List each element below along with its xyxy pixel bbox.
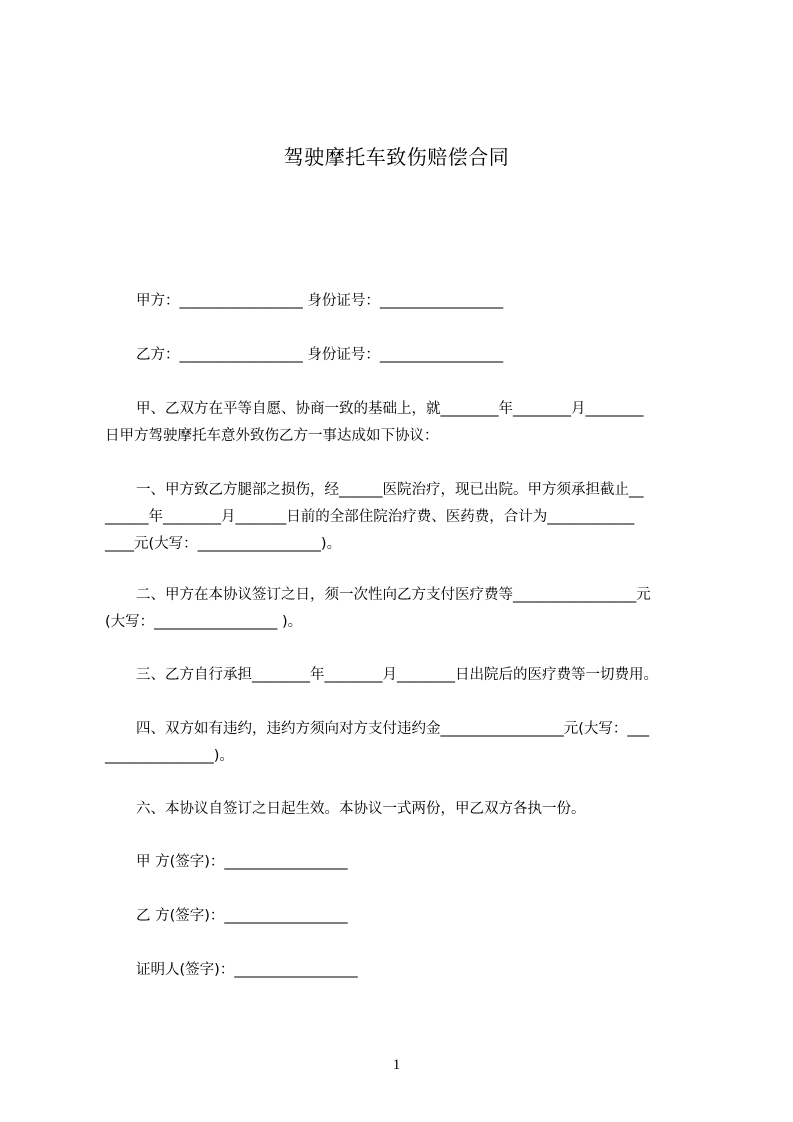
signature-party-b: 乙 方(签字)：_________________ xyxy=(136,908,348,924)
page-number: 1 xyxy=(392,1057,401,1073)
clause-4-line-2: _______________)。 xyxy=(105,748,234,764)
clause-3-line-1: 三、乙方自行承担________年________月________日出院后的医疗费等一切费用。 xyxy=(136,667,658,683)
clause-1-line-3: ____元(大写：_________________)。 xyxy=(105,536,342,552)
intro-line-1: 甲、乙双方在平等自愿、协商一致的基础上，就________年________月________ xyxy=(136,401,644,417)
clause-1-line-1: 一、甲方致乙方腿部之损伤，经______医院治疗，现已出院。甲方须承担截止__ xyxy=(136,482,644,498)
party-a-line: 甲方：_________________ 身份证号：_________________ xyxy=(136,293,504,309)
clause-6-line-1: 六、本协议自签订之日起生效。本协议一式两份，甲乙双方各执一份。 xyxy=(136,801,586,817)
clause-1-line-2: ______年________月_______日前的全部住院治疗费、医药费，合计为____________ xyxy=(105,509,635,525)
clause-2-line-2: (大写：_________________ )。 xyxy=(105,614,303,630)
party-b-line: 乙方：_________________ 身份证号：_________________ xyxy=(136,347,504,363)
document-title: 驾驶摩托车致伤赔偿合同 xyxy=(283,145,510,169)
clause-4-line-1: 四、双方如有违约，违约方须向对方支付违约金_________________元(大写：___ xyxy=(136,721,650,737)
clause-2-line-1: 二、甲方在本协议签订之日，须一次性向乙方支付医疗费等_________________元 xyxy=(136,587,651,603)
signature-witness: 证明人(签字)：_________________ xyxy=(136,962,358,978)
intro-line-2: 日甲方驾驶摩托车意外致伤乙方一事达成如下协议： xyxy=(105,428,439,444)
signature-party-a: 甲 方(签字)：_________________ xyxy=(136,854,348,870)
